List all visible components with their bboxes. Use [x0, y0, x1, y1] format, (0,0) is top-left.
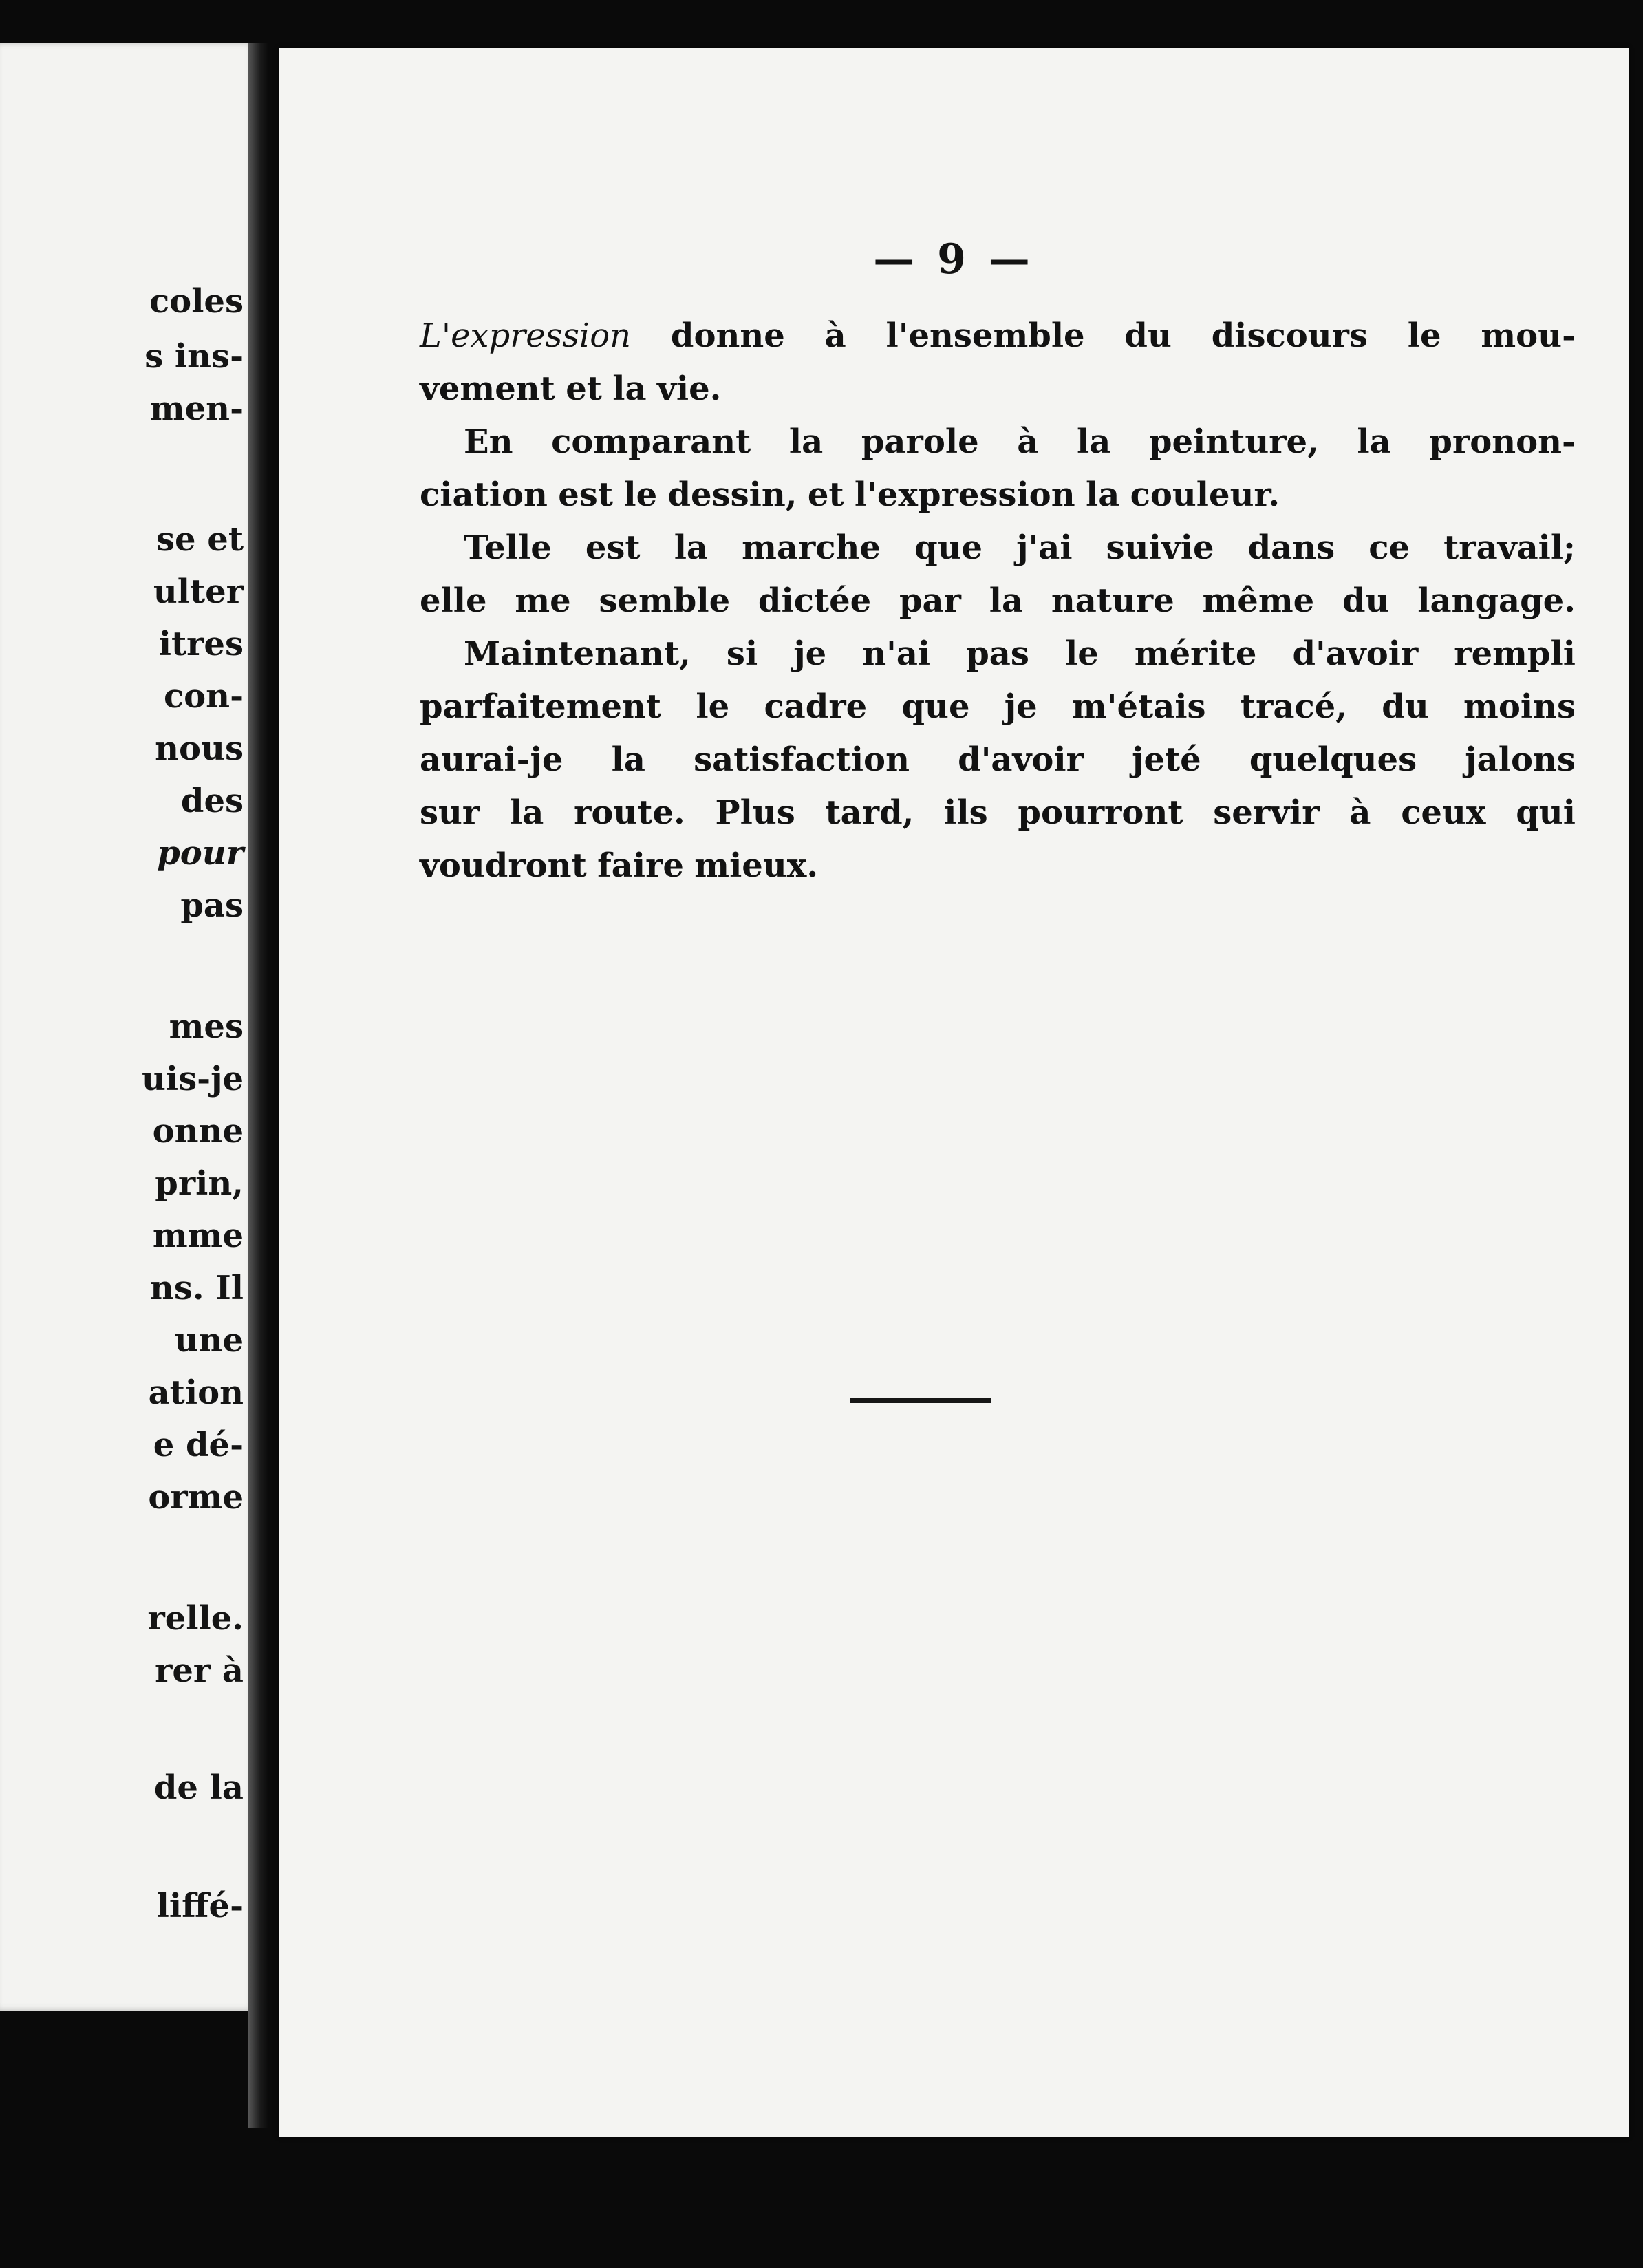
word: vement	[420, 370, 555, 408]
word: langage.	[1417, 581, 1576, 620]
word: la	[1357, 422, 1391, 461]
word: servir	[1213, 793, 1320, 832]
right-page	[279, 48, 1629, 2137]
word: et	[566, 370, 602, 408]
word: ils	[944, 793, 988, 832]
text-line	[420, 469, 1576, 522]
left-page-line: onne	[152, 1112, 244, 1151]
word: le	[623, 475, 658, 514]
text-line	[420, 522, 1576, 575]
word: dessin,	[667, 475, 797, 514]
word: ce	[1368, 528, 1410, 567]
left-page-line: nous	[155, 729, 244, 768]
word: En	[464, 422, 513, 461]
word: aurai-je	[420, 740, 563, 779]
word: vie.	[656, 370, 722, 408]
text-line	[420, 681, 1576, 734]
word: à	[824, 317, 846, 355]
word: à	[1017, 422, 1039, 461]
word: parole	[861, 422, 979, 461]
left-page-line: orme	[148, 1478, 244, 1517]
word: le	[1064, 634, 1099, 673]
word: à	[1349, 793, 1371, 832]
word: jalons	[1465, 740, 1576, 779]
word: m'étais	[1072, 687, 1206, 726]
text-line	[420, 310, 1576, 363]
left-page-line: une	[174, 1321, 244, 1360]
word: la	[611, 740, 645, 779]
word: pronon-	[1429, 422, 1576, 461]
left-page-line: e dé-	[153, 1426, 244, 1464]
word: la	[989, 581, 1024, 620]
word: sur	[420, 793, 480, 832]
word: tracé,	[1240, 687, 1347, 726]
word: comparant	[551, 422, 751, 461]
word: ciation	[420, 475, 548, 514]
word: d'avoir	[1292, 634, 1419, 673]
word: peinture,	[1148, 422, 1319, 461]
text-line	[420, 787, 1576, 839]
page-body-text	[420, 310, 1576, 892]
word: j'ai	[1016, 528, 1073, 567]
word: voudront	[420, 846, 587, 885]
left-page-fragment	[0, 43, 256, 2011]
left-page-line: ulter	[153, 573, 244, 611]
left-page-line: se et	[156, 520, 244, 559]
left-page-line: pour	[157, 834, 244, 873]
word: discours	[1211, 317, 1368, 355]
left-page-line: des	[180, 782, 244, 820]
word: route.	[574, 793, 685, 832]
text-line	[420, 628, 1576, 681]
word: elle	[420, 581, 487, 620]
word: que	[901, 687, 970, 726]
word: parfaitement	[420, 687, 662, 726]
word: si	[726, 634, 758, 673]
left-page-line: liffé-	[156, 1887, 244, 1925]
word: par	[899, 581, 961, 620]
left-page-line: ns. Il	[149, 1269, 244, 1307]
word: la	[1076, 422, 1111, 461]
word: pas	[966, 634, 1029, 673]
word: n'ai	[862, 634, 931, 673]
word: d'avoir	[958, 740, 1084, 779]
word: ceux	[1401, 793, 1486, 832]
word: le	[1407, 317, 1441, 355]
word: la	[509, 793, 544, 832]
word: du	[1342, 581, 1390, 620]
left-page-line: itres	[158, 625, 244, 663]
left-page-line: con-	[163, 677, 244, 716]
word: du	[1124, 317, 1172, 355]
text-line	[420, 416, 1576, 469]
word: me	[515, 581, 571, 620]
word: qui	[1516, 793, 1576, 832]
word: Telle	[464, 528, 552, 567]
word: et	[807, 475, 844, 514]
left-page-line: ation	[148, 1373, 244, 1412]
left-page-line: s ins-	[144, 337, 244, 376]
word: suivie	[1106, 528, 1214, 567]
left-page-line: mes	[169, 1007, 244, 1046]
word: Plus	[715, 793, 795, 832]
word: jeté	[1132, 740, 1201, 779]
left-page-line: men-	[149, 389, 244, 428]
left-page-line: mme	[152, 1217, 244, 1255]
word: je	[793, 634, 827, 673]
word: même	[1202, 581, 1315, 620]
word: tard,	[825, 793, 914, 832]
word: faire	[597, 846, 684, 885]
word: mérite	[1134, 634, 1257, 673]
word: Maintenant,	[464, 634, 691, 673]
left-page-line: rer à	[155, 1651, 244, 1690]
text-line	[420, 363, 1576, 416]
word: marche	[742, 528, 881, 567]
word: rempli	[1454, 634, 1576, 673]
left-page-line: uis-je	[142, 1060, 244, 1098]
word: cadre	[764, 687, 868, 726]
word: mieux.	[694, 846, 819, 885]
word: dictée	[758, 581, 872, 620]
left-page-line: de la	[153, 1768, 244, 1807]
left-page-line: coles	[149, 282, 244, 321]
word: que	[914, 528, 983, 567]
word: mou-	[1481, 317, 1576, 355]
word: la	[674, 528, 709, 567]
word: l'expression	[854, 475, 1075, 514]
word: la	[612, 370, 647, 408]
word: pourront	[1018, 793, 1183, 832]
word: l'ensemble	[885, 317, 1085, 355]
word: je	[1004, 687, 1038, 726]
text-line	[420, 575, 1576, 628]
text-line	[420, 734, 1576, 787]
word: couleur.	[1130, 475, 1280, 514]
word: le	[696, 687, 730, 726]
left-page-line: pas	[180, 886, 244, 925]
word: est	[585, 528, 641, 567]
word: la	[788, 422, 824, 461]
word: satisfaction	[694, 740, 910, 779]
left-page-line: relle.	[147, 1599, 244, 1638]
word: la	[1085, 475, 1120, 514]
section-end-rule	[850, 1398, 991, 1403]
word: quelques	[1249, 740, 1417, 779]
word: semble	[599, 581, 731, 620]
word: du	[1382, 687, 1429, 726]
word: nature	[1051, 581, 1174, 620]
word: est	[558, 475, 613, 514]
word: donne	[670, 317, 785, 355]
page-number: — 9 —	[873, 235, 1034, 284]
left-page-line: prin,	[155, 1164, 244, 1203]
text-line	[420, 839, 1576, 892]
word: travail;	[1443, 528, 1576, 567]
page-gutter	[248, 43, 268, 2128]
word: L'expression	[420, 317, 632, 355]
word: dans	[1247, 528, 1335, 567]
word: moins	[1463, 687, 1576, 726]
